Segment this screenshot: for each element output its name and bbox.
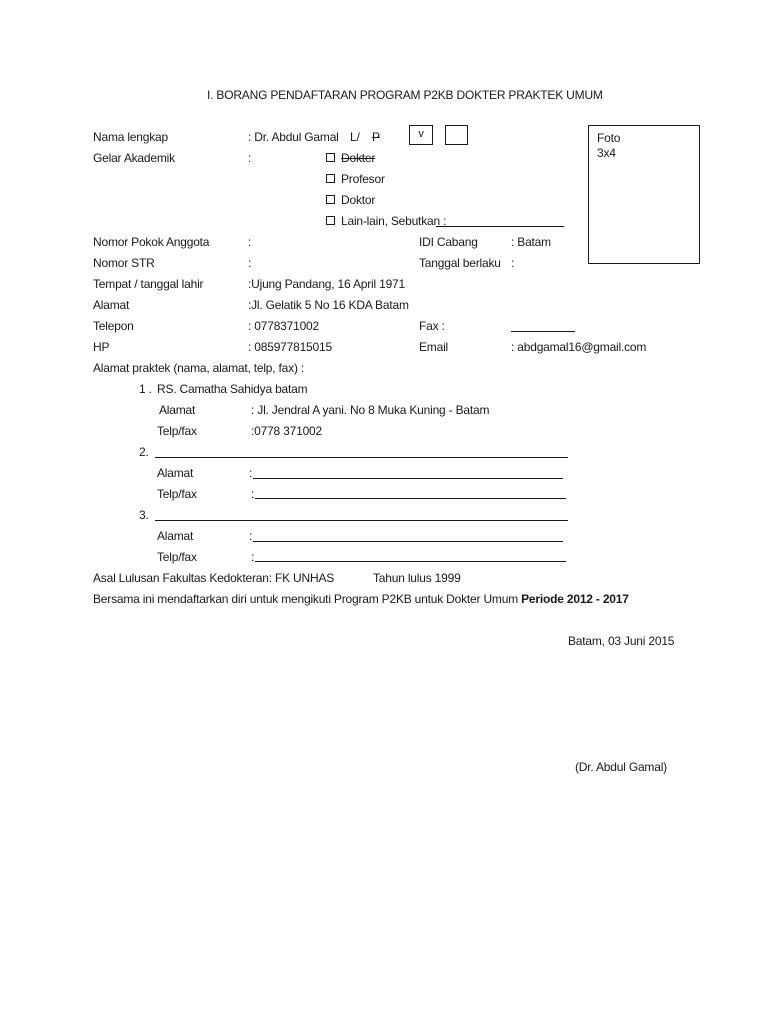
praktek-1-number: 1 .: [139, 382, 152, 396]
photo-label: Foto: [597, 131, 621, 145]
npa-value: :: [248, 235, 252, 249]
praktek-1-telp-label: Telp/fax: [157, 424, 197, 438]
praktek-1-telp-value: :0778 371002: [251, 424, 323, 438]
praktek-3-telp-colon: :: [251, 550, 255, 564]
hp-label: HP: [93, 340, 110, 354]
praktek-2-telp-colon: :: [251, 487, 255, 501]
ttl-label: Tempat / tanggal lahir: [93, 277, 204, 291]
gelar-option-lainlain[interactable]: Lain-lain, Sebutkan :: [326, 214, 446, 228]
berlaku-value: :: [511, 256, 515, 270]
idi-value: : Batam: [511, 235, 551, 249]
praktek-2-alamat-line[interactable]: [253, 478, 563, 479]
check-mark: v: [418, 128, 424, 140]
praktek-2-telp-label: Telp/fax: [157, 487, 197, 501]
gender-l-checkbox[interactable]: [409, 125, 433, 145]
praktek-1-alamat-label: Alamat: [159, 403, 196, 417]
checkbox-icon: [326, 195, 335, 204]
praktek-2-number: 2.: [139, 445, 149, 459]
email-value: : abdgamal16@gmail.com: [511, 340, 647, 354]
gender-l-label: L/: [350, 130, 360, 144]
str-value: :: [248, 256, 252, 270]
telepon-label: Telepon: [93, 319, 134, 333]
tahun-lulus: Tahun lulus 1999: [373, 571, 461, 585]
checkbox-icon: [326, 216, 335, 225]
checkbox-icon: [326, 174, 335, 183]
praktek-label: Alamat praktek (nama, alamat, telp, fax) :: [93, 361, 305, 375]
praktek-3-number: 3.: [139, 508, 149, 522]
praktek-3-alamat-line[interactable]: [253, 541, 563, 542]
praktek-2-alamat-label: Alamat: [157, 466, 194, 480]
fax-label: Fax :: [419, 319, 445, 333]
str-label: Nomor STR: [93, 256, 155, 270]
berlaku-label: Tanggal berlaku: [419, 256, 501, 270]
alamat-label: Alamat: [93, 298, 130, 312]
praktek-3-telp-label: Telp/fax: [157, 550, 197, 564]
praktek-3-alamat-label: Alamat: [157, 529, 194, 543]
gelar-colon: :: [248, 151, 252, 165]
telepon-value: : 0778371002: [248, 319, 320, 333]
place-date: Batam, 03 Juni 2015: [568, 634, 675, 648]
nama-label: Nama lengkap: [93, 130, 168, 144]
praktek-2-telp-line[interactable]: [255, 498, 566, 499]
periode: Periode 2012 - 2017: [521, 592, 629, 606]
checkbox-icon: [326, 153, 335, 162]
photo-size: 3x4: [597, 146, 616, 160]
fax-input-line[interactable]: [511, 331, 575, 332]
gelar-option-dokter[interactable]: Dokter: [326, 151, 375, 165]
lainlain-input-line[interactable]: [436, 226, 564, 227]
praktek-2-name-line[interactable]: [155, 457, 568, 458]
photo-box: [588, 125, 700, 264]
praktek-3-name-line[interactable]: [155, 520, 568, 521]
gelar-label: Gelar Akademik: [93, 151, 175, 165]
gelar-option-profesor[interactable]: Profesor: [326, 172, 385, 186]
declaration: Bersama ini mendaftarkan diri untuk mengikuti Program P2KB untuk Dokter Umum Periode 2012 - 2017: [93, 592, 629, 606]
npa-label: Nomor Pokok Anggota: [93, 235, 210, 249]
form-title: I. BORANG PENDAFTARAN PROGRAM P2KB DOKTER PRAKTEK UMUM: [207, 88, 603, 102]
ttl-value: :Ujung Pandang, 16 April 1971: [248, 277, 405, 291]
praktek-1-alamat-value: : Jl. Jendral A yani. No 8 Muka Kuning - Batam: [251, 403, 490, 417]
praktek-3-alamat-colon: :: [249, 529, 253, 543]
gender-p-checkbox[interactable]: [445, 125, 468, 145]
email-label: Email: [419, 340, 449, 354]
idi-label: IDI Cabang: [419, 235, 478, 249]
gender-p-label: P: [372, 130, 380, 144]
signature-name: (Dr. Abdul Gamal): [575, 760, 667, 774]
gelar-option-doktor[interactable]: Doktor: [326, 193, 375, 207]
praktek-2-alamat-colon: :: [249, 466, 253, 480]
nama-value: : Dr. Abdul Gamal: [248, 130, 339, 144]
alamat-value: :Jl. Gelatik 5 No 16 KDA Batam: [248, 298, 409, 312]
praktek-3-telp-line[interactable]: [255, 561, 566, 562]
praktek-1-name: RS. Camatha Sahidya batam: [157, 382, 308, 396]
hp-value: : 085977815015: [248, 340, 332, 354]
lulusan-text: Asal Lulusan Fakultas Kedokteran: FK UNHAS: [93, 571, 335, 585]
